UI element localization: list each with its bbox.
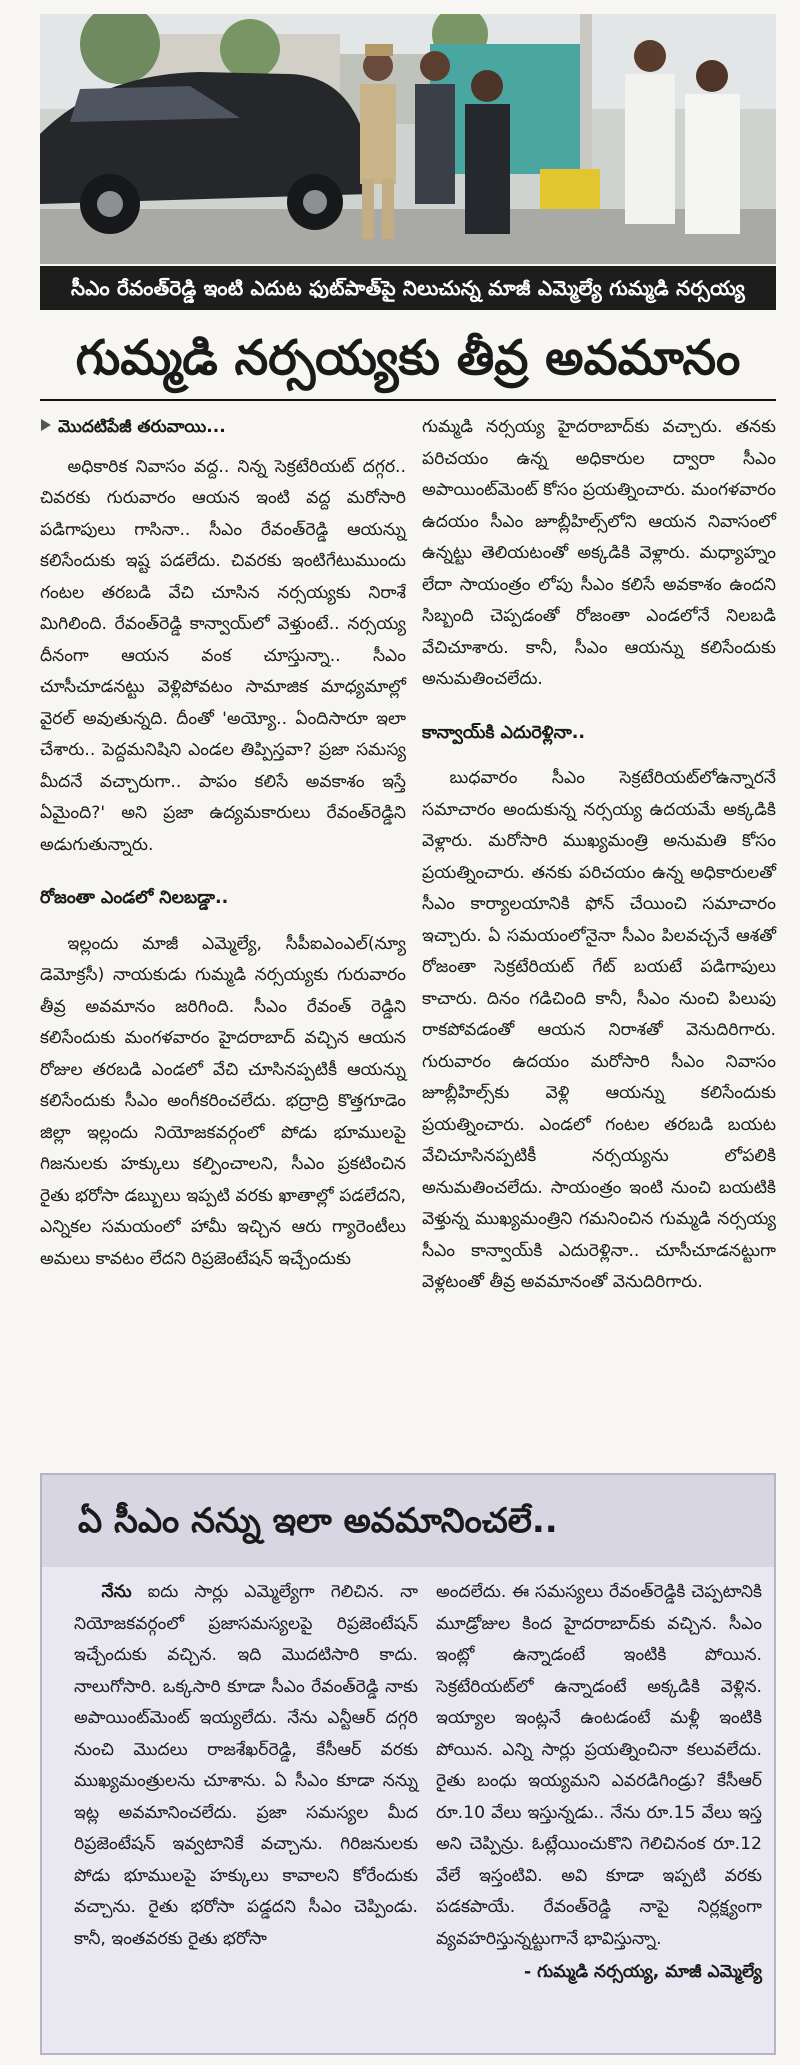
headline: గుమ్మడి నర్సయ్యకు తీవ్ర అవమానం bbox=[75, 330, 741, 386]
headline-divider bbox=[40, 399, 776, 401]
subhead-convoy: కాన్వాయ్‌కి ఎదురెళ్లినా.. bbox=[422, 722, 586, 743]
quote-right-column bbox=[436, 1577, 762, 1989]
quote-lead-word: నేను bbox=[101, 1582, 132, 1602]
article-right-column bbox=[422, 412, 776, 1299]
subhead-standing: రోజంతా ఎండలో నిలబడ్డా.. bbox=[40, 888, 229, 908]
news-photo bbox=[40, 14, 776, 264]
article-paragraph: బుధవారం సీఎం సెక్రటేరియట్‌లోఉన్నారనే సమాచారం అందుకున్న నర్సయ్య ఉదయమే అక్కడికి వెళ్లారు. మరోసారి ముఖ్యమంత్రి అనుమతి కోసం ప్రయత్నించారు. తనకు పరిచయం ఉన్న అధికారులతో సీఎం కార్యాలయానికి ఫోన్ చేయించి సమాచారం ఇచ్చారు. ఏ సమయంలోనైనా సీఎం పిలవచ్చనే ఆశతో రోజంతా సెక్రటేరియట్ గేట్ బయటే పడిగాపులు కాచారు. దినం గడిచింది కానీ, సీఎం నుంచి పిలుపు రాకపోవడంతో ఆయన నిరాశతో వెనుదిరిగారు. గురువారం ఉదయం మరోసారి సీఎం నివాసం జూబ్లీహిల్స్‌కు వెళ్లి ఆయన్ను కలిసేందుకు ప్రయత్నించారు. ఎండలో గంటల తరబడి బయట వేచిచూసినప్పటికీ నర్సయ్యను లోపలికి అనుమతించలేదు. సాయంత్రం ఇంటి నుంచి బయటికి వెళ్తున్న ముఖ్యమంత్రిని గమనించిన గుమ్మడి నర్సయ్య సీఎం కాన్వాయ్‌కి ఎదురెళ్లినా.. చూసీచూడనట్టుగా వెళ్లటంతో తీవ్ర అవమానంతో వెనుదిరిగారు. bbox=[422, 768, 776, 1292]
quote-right-text: అందలేదు. ఈ సమస్యలు రేవంత్‌రెడ్డికి చెప్పటానికి మూడ్రోజుల కింద హైదరాబాద్‌కు వచ్చిన. సీఎం ఇంట్లో ఉన్నాడంటే ఇంటికి పోయిన. సెక్రటేరియట్‌లో ఉన్నాడంటే అక్కడికి వెళ్లిన. ఇయ్యాల ఇంట్లనే ఉంటడంటే మళ్లీ ఇంటికి పోయిన. ఎన్ని సార్లు ప్రయత్నించినా కలువలేదు. రైతు బంధు ఇయ్యమని ఎవరడిగిండ్రు? కేసీఆర్ రూ.10 వేలు ఇస్తున్నడు.. నేను రూ.15 వేలు ఇస్త అని చెప్పిన్రు. ఓట్లేయించుకొని గెలిచినంక రూ.12 వేలే ఇస్తంటివి. అవి కూడా ఇప్పటి వరకు పడకపాయే. రేవంత్‌రెడ్డి నాపై నిర్లక్ష్యంగా వ్యవహరిస్తున్నట్టుగానే భావిస్తున్నా. bbox=[436, 1582, 762, 1949]
quote-left-text: ఐదు సార్లు ఎమ్మెల్యేగా గెలిచిన. నా నియోజకవర్గంలో ప్రజాసమస్యలపై రిప్రజెంటేషన్ ఇచ్చేందుకు వచ్చిన. ఇది మొదటిసారి కాదు. నాలుగోసారి. ఒక్కసారి కూడా సీఎం రేవంత్‌రెడ్డి నాకు అపాయింట్‌మెంట్ ఇయ్యలేదు. నేను ఎన్టీఆర్ దగ్గరి నుంచి మొదలు రాజశేఖర్‌రెడ్డి, కేసీఆర్ వరకు ముఖ్యమంత్రులను చూశాను. ఏ సీఎం కూడా నన్ను ఇట్ల అవమానించలేదు. ప్రజా సమస్యల మీద రిప్రజెంటేషన్ ఇవ్వటానికే వచ్చాను. గిరిజనులకు పోడు భూములపై హక్కులు కావాలని కోరేందుకు వచ్చాను. రైతు భరోసా పడ్డదని సీఎం చెప్పిండు. కానీ, ఇంతవరకు రైతు భరోసా bbox=[74, 1582, 418, 1949]
triangle-arrow-icon bbox=[40, 412, 52, 444]
quote-paragraph bbox=[74, 1577, 418, 1955]
quote-signature: - గుమ్మడి నర్సయ్య, మాజీ ఎమ్మెల్యే bbox=[524, 1962, 762, 1982]
photo-caption: సీఎం రేవంత్‌రెడ్డి ఇంటి ఎదుట ఫుట్‌పాత్‌పై నిలుచున్న మాజీ ఎమ్మెల్యే గుమ్మడి నర్సయ్య bbox=[40, 266, 776, 310]
article-left-column bbox=[40, 412, 406, 1275]
article-paragraph: గుమ్మడి నర్సయ్య హైదరాబాద్‌కు వచ్చారు. తనకు పరిచయం ఉన్న అధికారుల ద్వారా సీఎం అపాయింట్‌మెంట్ కోసం ప్రయత్నించారు. మంగళవారం ఉదయం సీఎం జూబ్లీహిల్స్‌లోని ఆయన నివాసంలో ఉన్నట్టు తెలియటంతో అక్కడికి వెళ్లారు. మధ్యాహ్నం లేదా సాయంత్రం లోపు సీఎం కలిసే అవకాశం ఉందని సిబ్బంది చెప్పడంతో రోజంతా ఎండలోనే నిలబడి వేచిచూశారు. కానీ, సీఎం ఆయన్ను కలిసేందుకు అనుమతించలేదు. bbox=[422, 417, 776, 689]
quote-box bbox=[40, 1473, 776, 2055]
article-paragraph: ఇల్లందు మాజీ ఎమ్మెల్యే, సీపీఐఎంఎల్(న్యూ డెమోక్రసీ) నాయకుడు గుమ్మడి నర్సయ్యకు గురువారం తీవ్ర అవమానం జరిగింది. సీఎం రేవంత్ రెడ్డిని కలిసేందుకు మంగళవారం హైదరాబాద్ వచ్చిన ఆయన రోజుల తరబడి ఎండలో వేచి చూసినప్పటికీ ఆయన్ను కలిసేందుకు సీఎం అంగీకరించలేదు. భద్రాద్రి కొత్తగూడెం జిల్లా ఇల్లందు నియోజకవర్గంలో పోడు భూములపై గిజనులకు హక్కులు కల్పించాలని, సీఎం ప్రకటించిన రైతు భరోసా డబ్బులు ఇప్పటి వరకు ఖాతాల్లో పడలేదని, ఎన్నికల సమయంలో హామీ ఇచ్చిన ఆరు గ్యారెంటీలు అమలు కావటం లేదని రిప్రజెంటేషన్ ఇచ్చేందుకు bbox=[40, 933, 406, 1269]
article-paragraph: అధికారిక నివాసం వద్ద.. నిన్న సెక్రటేరియట్ దగ్గర.. చివరకు గురువారం ఆయన ఇంటి వద్ద మరోసారి పడిగాపులు గాసినా.. సీఎం రేవంత్‌రెడ్డి ఆయన్ను కలిసేందుకు ఇష్ట పడలేదు. చివరకు ఇంటిగేటుముందు గంటల తరబడి వేచి చూసిన నర్సయ్యకు నిరాశే మిగిలింది. రేవంత్‌రెడ్డి కాన్వాయ్‌లో వెళ్తుంటే.. నర్సయ్య దీనంగా ఆయన వంక చూస్తున్నా.. సీఎం చూసీచూడనట్టు వెళ్లిపోవటం సామాజిక మాధ్యమాల్లో వైరల్ అవుతున్నది. దీంతో 'అయ్యో.. ఏందిసారూ ఇలా చేశారు.. పెద్దమనిషిని ఎండల తిప్పిస్తవా? ప్రజా సమస్య మీదనే వచ్చారుగా.. పాపం కలిసే అవకాశం ఇస్తే ఏమైంది?' అని ప్రజా ఉద్యమకారులు రేవంత్‌రెడ్డిని అడుగుతున్నారు. bbox=[40, 456, 406, 855]
quote-left-column bbox=[74, 1577, 418, 1955]
quote-box-title: ఏ సీఎం నన్ను ఇలా అవమానించలే.. bbox=[42, 1475, 774, 1567]
jump-label-text: మొదటిపేజీ తరువాయి... bbox=[58, 417, 226, 437]
jump-label bbox=[40, 412, 406, 444]
